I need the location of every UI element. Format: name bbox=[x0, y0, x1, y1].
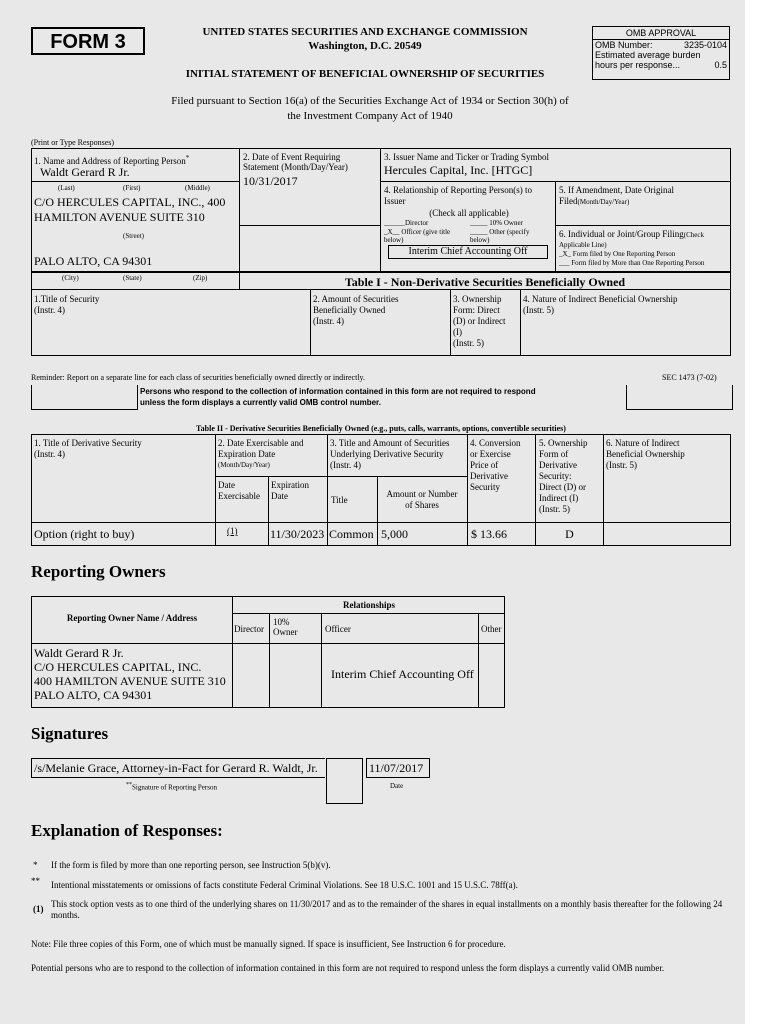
t2-h4-l2: or Exercise bbox=[470, 449, 511, 459]
omb-number: 3235-0104 bbox=[683, 40, 727, 50]
divider bbox=[478, 613, 479, 708]
t1-col3-l5: (Instr. 5) bbox=[453, 338, 484, 348]
omb-title: OMB APPROVAL bbox=[593, 27, 729, 40]
box6-label bbox=[559, 229, 704, 239]
t2-h1-l2: (Instr. 4) bbox=[34, 449, 65, 459]
divider bbox=[450, 289, 451, 356]
ro-addr4: PALO ALTO, CA 94301 bbox=[34, 688, 153, 702]
t2-h4-l3: Price of bbox=[470, 460, 499, 470]
filed-pursuant-line1: Filed pursuant to Section 16(a) of the Securities Exchange Act of 1934 or Section 30(h) of bbox=[171, 95, 569, 107]
persons-box-right bbox=[626, 385, 733, 410]
box6-option-one[interactable]: _X_ Form filed by One Reporting Person bbox=[559, 250, 676, 258]
t1-col2-l3: (Instr. 4) bbox=[313, 316, 344, 326]
divider bbox=[377, 476, 378, 546]
reminder-text: Reminder: Report on a separate line for each class of securities beneficially owned directly or indirectly. bbox=[31, 373, 366, 382]
explanation-marker-3[interactable]: (1) bbox=[33, 904, 44, 914]
divider bbox=[310, 289, 311, 356]
box6-option-multiple[interactable]: ___ Form filed by More than One Reporting Person bbox=[559, 259, 705, 267]
table1-title: Table I - Non-Derivative Securities Beneficially Owned bbox=[344, 275, 626, 289]
t2-h1-l1: 1. Title of Derivative Security bbox=[34, 438, 142, 448]
filed-pursuant-line2: the Investment Company Act of 1940 bbox=[287, 110, 453, 122]
signature-label-text: Signature of Reporting Person bbox=[132, 783, 217, 792]
state-label: (State) bbox=[123, 274, 142, 282]
divider bbox=[321, 613, 322, 708]
agency-city: Washington, D.C. 20549 bbox=[308, 40, 422, 52]
t1-col4 bbox=[523, 294, 677, 316]
t1-col1 bbox=[34, 294, 99, 316]
director-option[interactable]: ______Director bbox=[384, 219, 429, 227]
address-line2: HAMILTON AVENUE SUITE 310 bbox=[34, 210, 205, 224]
t2-h2-sub2 bbox=[271, 480, 309, 502]
divider bbox=[239, 225, 380, 226]
divider bbox=[31, 522, 731, 523]
divider bbox=[520, 289, 521, 356]
underlying-amount: 5,000 bbox=[381, 527, 408, 541]
ro-address bbox=[34, 646, 226, 702]
t1-col3 bbox=[453, 294, 505, 349]
ro-addr3: 400 HAMILTON AVENUE SUITE 310 bbox=[34, 674, 226, 688]
t1-col1-l1: 1.Title of Security bbox=[34, 294, 100, 304]
t2-h5-l6: Indirect (I) bbox=[539, 493, 579, 503]
box5-filed-sub: (Month/Day/Year) bbox=[577, 198, 630, 206]
t1-col3-l2: Form: Direct bbox=[453, 305, 500, 315]
t2-h5 bbox=[539, 438, 588, 515]
agency-name: UNITED STATES SECURITIES AND EXCHANGE COMMISSION bbox=[202, 26, 528, 38]
exercise-price: $ 13.66 bbox=[471, 527, 507, 541]
director-label: Director bbox=[405, 219, 429, 227]
signature-marker: ** bbox=[126, 782, 132, 788]
ro-other: Other bbox=[481, 624, 502, 634]
note-text: Note: File three copies of this Form, one of which must be manually signed. If space is insufficient, See Instruction 6 for procedure. bbox=[31, 939, 506, 949]
signature-label bbox=[126, 782, 217, 791]
omb-hours: 0.5 bbox=[714, 60, 727, 70]
box6-label-sub: (Check bbox=[683, 231, 704, 239]
ro-officer-value: Interim Chief Accounting Off bbox=[331, 667, 474, 681]
box1-marker: * bbox=[185, 154, 190, 162]
event-date: 10/31/2017 bbox=[243, 174, 298, 188]
ownership-form: D bbox=[565, 527, 574, 541]
persons-box-left bbox=[31, 385, 138, 410]
divider bbox=[239, 148, 240, 272]
t2-h2-sub2-l1: Expiration bbox=[271, 480, 309, 490]
t2-h2 bbox=[218, 438, 303, 471]
ten-pct-prefix: _____ bbox=[470, 219, 488, 227]
officer-title-box bbox=[388, 245, 548, 259]
derivative-title: Option (right to buy) bbox=[34, 527, 135, 541]
t2-h4-l4: Derivative bbox=[470, 471, 508, 481]
t1-col3-l1: 3. Ownership bbox=[453, 294, 502, 304]
underlying-title: Common bbox=[329, 527, 374, 541]
check-all-applicable: (Check all applicable) bbox=[429, 208, 509, 218]
t2-h5-l5: Direct (D) or bbox=[539, 482, 586, 492]
t1-col1-l2: (Instr. 4) bbox=[34, 305, 65, 315]
divider bbox=[467, 434, 468, 546]
officer-label: Officer (give title bbox=[401, 228, 451, 236]
signatures-heading: Signatures bbox=[31, 724, 109, 743]
t2-h2-l2: Expiration Date bbox=[218, 449, 276, 459]
t2-h4-l5: Security bbox=[470, 482, 500, 492]
form-label-box bbox=[31, 27, 145, 55]
street-label: (Street) bbox=[123, 232, 144, 240]
other-label: Other (specify bbox=[489, 228, 530, 236]
explanation-heading: Explanation of Responses: bbox=[31, 821, 223, 840]
omb-approval-box bbox=[592, 26, 730, 80]
t1-col2-l1: 2. Amount of Securities bbox=[313, 294, 399, 304]
t1-col2 bbox=[313, 294, 399, 327]
omb-number-row bbox=[593, 40, 729, 50]
signature-date: 11/07/2017 bbox=[369, 761, 424, 775]
divider bbox=[215, 434, 216, 546]
divider bbox=[555, 225, 731, 226]
omb-number-label: OMB Number: bbox=[595, 40, 653, 50]
reporting-owners-heading: Reporting Owners bbox=[31, 562, 166, 581]
t2-h3 bbox=[330, 438, 450, 471]
ro-ten-pct-l2: Owner bbox=[273, 627, 298, 637]
persons-line2: unless the form displays a currently valid OMB control number. bbox=[140, 398, 381, 407]
persons-line1: Persons who respond to the collection of information contained in this form are not required to respond bbox=[140, 387, 536, 396]
ro-ten-pct bbox=[273, 617, 298, 637]
t2-h5-l7: (Instr. 5) bbox=[539, 504, 570, 514]
t2-h5-l4: Security: bbox=[539, 471, 572, 481]
t2-h4-l1: 4. Conversion bbox=[470, 438, 521, 448]
t2-h2-sub1-l1: Date bbox=[218, 480, 235, 490]
officer-title-value: Interim Chief Accounting Off bbox=[408, 246, 528, 257]
explanation-marker-1: * bbox=[33, 860, 38, 870]
t2-h3-sub2-l2: of Shares bbox=[405, 500, 439, 510]
omb-hours-label: hours per response... bbox=[595, 60, 681, 70]
t2-h2-sub1 bbox=[218, 480, 260, 502]
t2-h2-sub2-l2: Date bbox=[271, 491, 288, 501]
ro-officer: Officer bbox=[325, 624, 351, 634]
city-line: PALO ALTO, CA 94301 bbox=[34, 254, 153, 268]
date-label: Date bbox=[390, 782, 404, 790]
t2-h3-sub1: Title bbox=[331, 495, 348, 505]
box3-label: 3. Issuer Name and Ticker or Trading Symbol bbox=[384, 152, 549, 162]
persons-notice bbox=[140, 386, 630, 408]
t2-h2-sub1-l2: Exercisable bbox=[218, 491, 260, 501]
ro-ten-pct-l1: 10% bbox=[273, 617, 290, 627]
reporting-person-name: Waldt Gerard R Jr. bbox=[40, 165, 130, 179]
city-label: (City) bbox=[62, 274, 79, 282]
t2-h5-l1: 5. Ownership bbox=[539, 438, 588, 448]
t2-h5-l3: Derivative bbox=[539, 460, 577, 470]
other-prefix: _____ bbox=[470, 228, 488, 236]
issuer-name: Hercules Capital, Inc. [HTGC] bbox=[384, 163, 533, 177]
form-title: INITIAL STATEMENT OF BENEFICIAL OWNERSHIP OF SECURITIES bbox=[185, 68, 545, 80]
omb-hours-row bbox=[593, 60, 729, 70]
t2-h3-l1: 3. Title and Amount of Securities bbox=[330, 438, 450, 448]
t2-h3-sub2-l1: Amount or Number bbox=[386, 489, 458, 499]
t1-col2-l2: Beneficially Owned bbox=[313, 305, 386, 315]
ten-percent-option[interactable] bbox=[470, 219, 523, 227]
other-option[interactable] bbox=[470, 228, 529, 236]
box4-label2: Issuer bbox=[384, 196, 406, 206]
box2-label2: Statement (Month/Day/Year) bbox=[243, 162, 348, 172]
divider bbox=[327, 434, 328, 546]
signature-gap-box bbox=[326, 758, 363, 804]
divider bbox=[268, 476, 269, 546]
divider bbox=[603, 434, 604, 546]
t2-h6-l2: Beneficial Ownership bbox=[606, 449, 685, 459]
ro-addr2: C/O HERCULES CAPITAL, INC. bbox=[34, 660, 202, 674]
omb-burden: Estimated average burden bbox=[595, 50, 701, 60]
t2-h2-l3: (Month/Day/Year) bbox=[218, 461, 270, 469]
print-note: (Print or Type Responses) bbox=[31, 138, 115, 147]
t2-h3-sub2 bbox=[378, 489, 466, 511]
officer-below: below) bbox=[384, 236, 404, 244]
divider bbox=[555, 181, 556, 272]
t1-col3-l3: (D) or Indirect bbox=[453, 316, 506, 326]
t2-h5-l2: Form of bbox=[539, 449, 569, 459]
box4-label1: 4. Relationship of Reporting Person(s) to bbox=[384, 185, 532, 195]
box2-label1: 2. Date of Event Requiring bbox=[243, 152, 341, 162]
box5-label: 5. If Amendment, Date Original bbox=[559, 185, 674, 195]
officer-option[interactable] bbox=[384, 228, 450, 236]
box5-filed bbox=[559, 196, 629, 206]
box6-applicable: Applicable Line) bbox=[559, 241, 607, 249]
ro-relationships: Relationships bbox=[342, 600, 395, 610]
divider bbox=[380, 148, 381, 272]
divider bbox=[215, 476, 467, 477]
t2-h2-l1: 2. Date Exercisable and bbox=[218, 438, 304, 448]
explanation-text-1: If the form is filed by more than one reporting person, see Instruction 5(b)(v). bbox=[51, 860, 331, 870]
box5-filed-label: Filed bbox=[559, 196, 578, 206]
ro-addr1: Waldt Gerard R Jr. bbox=[34, 646, 124, 660]
signature-value: /s/Melanie Grace, Attorney-in-Fact for Gerard R. Waldt, Jr. bbox=[34, 761, 318, 775]
ro-director: Director bbox=[234, 624, 264, 634]
explanation-marker-2: ** bbox=[31, 876, 40, 886]
divider bbox=[31, 643, 505, 644]
t1-col4-l2: (Instr. 5) bbox=[523, 305, 554, 315]
address-line1: C/O HERCULES CAPITAL, INC., 400 bbox=[34, 195, 226, 209]
officer-prefix: _X__ bbox=[384, 228, 400, 236]
zip-label: (Zip) bbox=[193, 274, 208, 282]
t2-h4 bbox=[470, 438, 521, 493]
ro-name-col: Reporting Owner Name / Address bbox=[66, 613, 198, 623]
ten-pct-label: 10% Owner bbox=[489, 219, 523, 227]
explanation-text-2: Intentional misstatements or omissions of facts constitute Federal Criminal Violations. See 18 U.S.C. 1001 and 15 U.S.C. 78ff(a). bbox=[51, 880, 518, 890]
sec-code: SEC 1473 (7-02) bbox=[662, 373, 717, 382]
date-exercisable-footnote[interactable]: (1) bbox=[227, 526, 238, 536]
expiration-date: 11/30/2023 bbox=[270, 527, 325, 541]
t2-h1 bbox=[34, 438, 142, 460]
middle-label: (Middle) bbox=[185, 184, 210, 192]
t2-h6-l3: (Instr. 5) bbox=[606, 460, 637, 470]
other-below: below) bbox=[470, 236, 490, 244]
box6-label-text: 6. Individual or Joint/Group Filing bbox=[559, 229, 684, 239]
t2-h6 bbox=[606, 438, 685, 471]
t1-col4-l1: 4. Nature of Indirect Beneficial Ownership bbox=[523, 294, 678, 304]
divider bbox=[31, 181, 239, 182]
last-label: (Last) bbox=[58, 184, 75, 192]
t2-h6-l1: 6. Nature of Indirect bbox=[606, 438, 680, 448]
form-label: FORM 3 bbox=[50, 31, 126, 53]
divider bbox=[232, 613, 505, 614]
explanation-text-3: This stock option vests as to one third of the underlying shares on 11/30/2017 and as to the remainder of the shares in equal installments on a monthly basis thereafter for the following 24 months. bbox=[51, 899, 723, 920]
t2-h3-l2: Underlying Derivative Security bbox=[330, 449, 444, 459]
box1-label-text: 1. Name and Address of Reporting Person bbox=[34, 156, 186, 166]
divider bbox=[269, 613, 270, 708]
potential-text: Potential persons who are to respond to the collection of information contained in this form are not required to respond unless the form displays a currently valid OMB number. bbox=[31, 963, 665, 973]
t1-col3-l4: (I) bbox=[453, 327, 462, 337]
table2-title: Table II - Derivative Securities Beneficially Owned (e.g., puts, calls, warrants, options, convertible securities) bbox=[196, 424, 566, 433]
divider bbox=[380, 181, 731, 182]
t2-h3-l3: (Instr. 4) bbox=[330, 460, 361, 470]
first-label: (First) bbox=[123, 184, 141, 192]
